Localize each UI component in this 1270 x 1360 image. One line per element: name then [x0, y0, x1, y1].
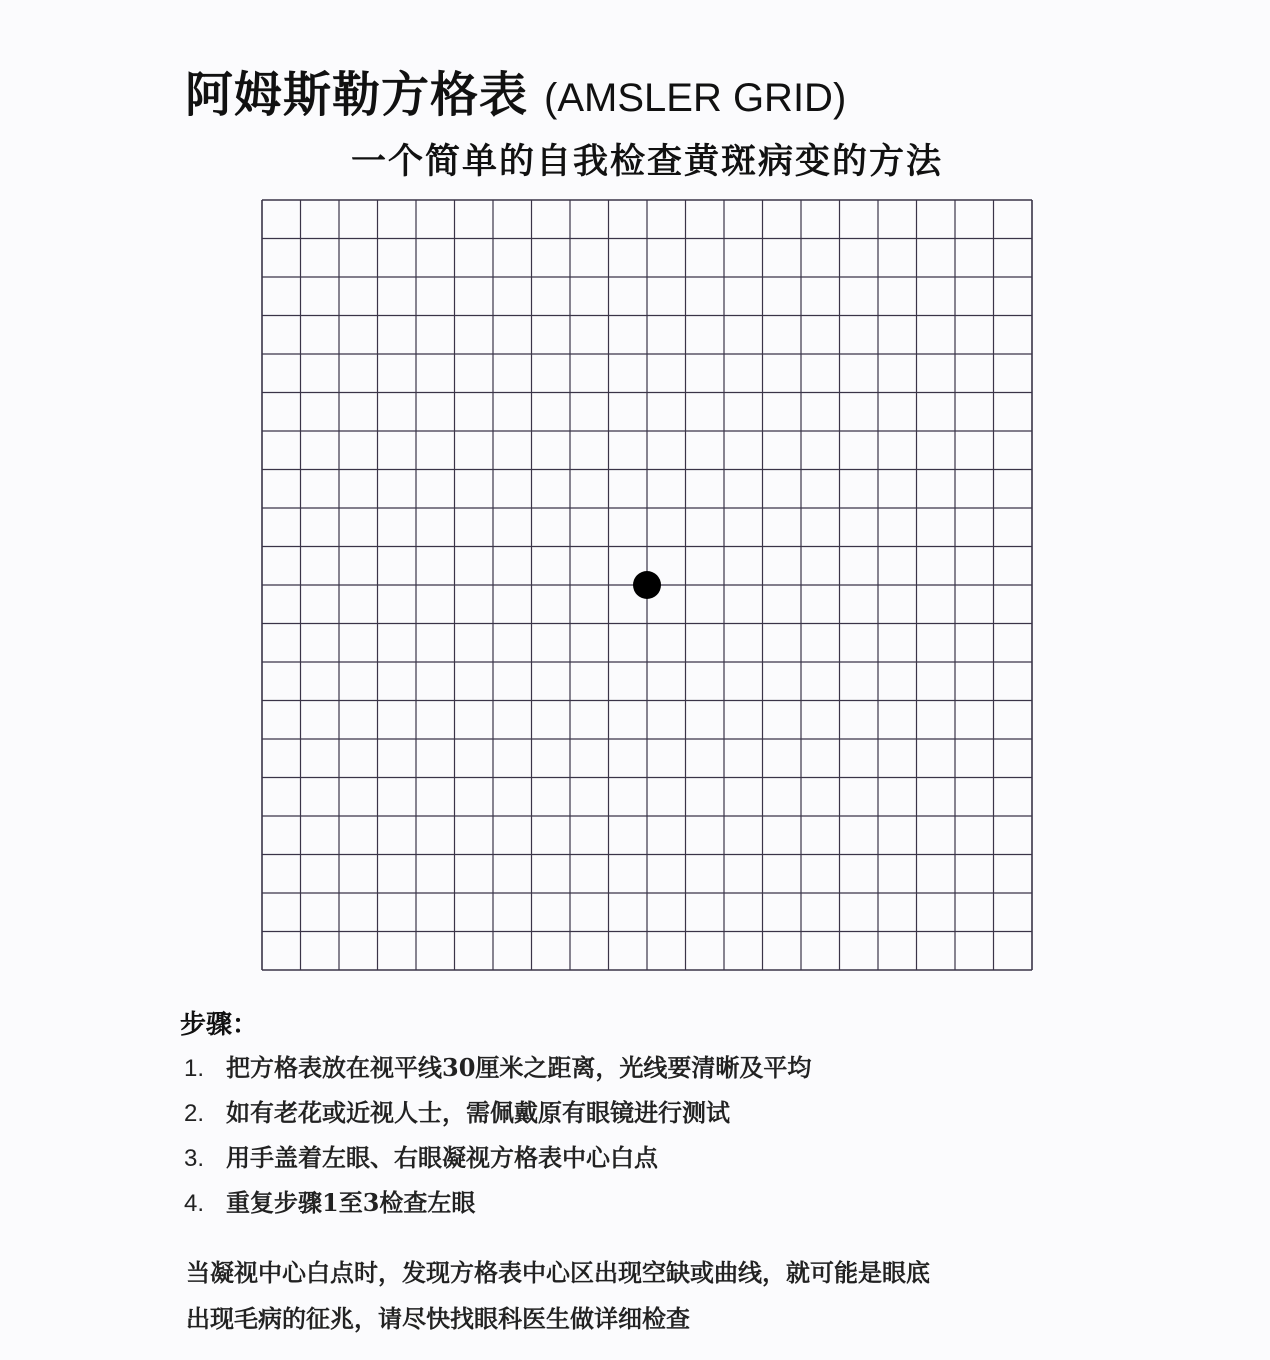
warning-note	[186, 1250, 1106, 1342]
center-fixation-dot	[633, 571, 661, 599]
step-number: 4.	[184, 1190, 205, 1217]
step-number: 3.	[184, 1145, 205, 1172]
steps-heading: 步骤：	[180, 1010, 259, 1040]
steps-list	[184, 1048, 811, 1228]
step-number: 2.	[184, 1100, 205, 1127]
title-chinese: 阿姆斯勒方格表	[185, 67, 529, 123]
step-item	[184, 1183, 811, 1228]
step-text: 重复步骤1至3检查左眼	[226, 1188, 476, 1217]
step-item	[184, 1093, 811, 1138]
step-text: 如有老花或近视人士，需佩戴原有眼镜进行测试	[226, 1098, 730, 1127]
note-line: 当凝视中心白点时，发现方格表中心区出现空缺或曲线，就可能是眼底	[186, 1258, 930, 1287]
step-number: 1.	[184, 1055, 205, 1082]
title-english: (AMSLER GRID)	[544, 76, 847, 120]
amsler-grid-svg	[261, 199, 1033, 971]
step-text: 把方格表放在视平线30厘米之距离，光线要清晰及平均	[226, 1053, 812, 1082]
step-item	[184, 1138, 811, 1183]
page-title	[185, 56, 846, 126]
amsler-grid	[261, 199, 1033, 971]
step-item	[184, 1048, 811, 1093]
step-text: 用手盖着左眼、右眼凝视方格表中心白点	[226, 1143, 658, 1172]
note-line: 出现毛病的征兆，请尽快找眼科医生做详细检查	[186, 1304, 690, 1333]
page-subtitle: 一个简单的自我检查黄斑病变的方法	[350, 142, 943, 182]
